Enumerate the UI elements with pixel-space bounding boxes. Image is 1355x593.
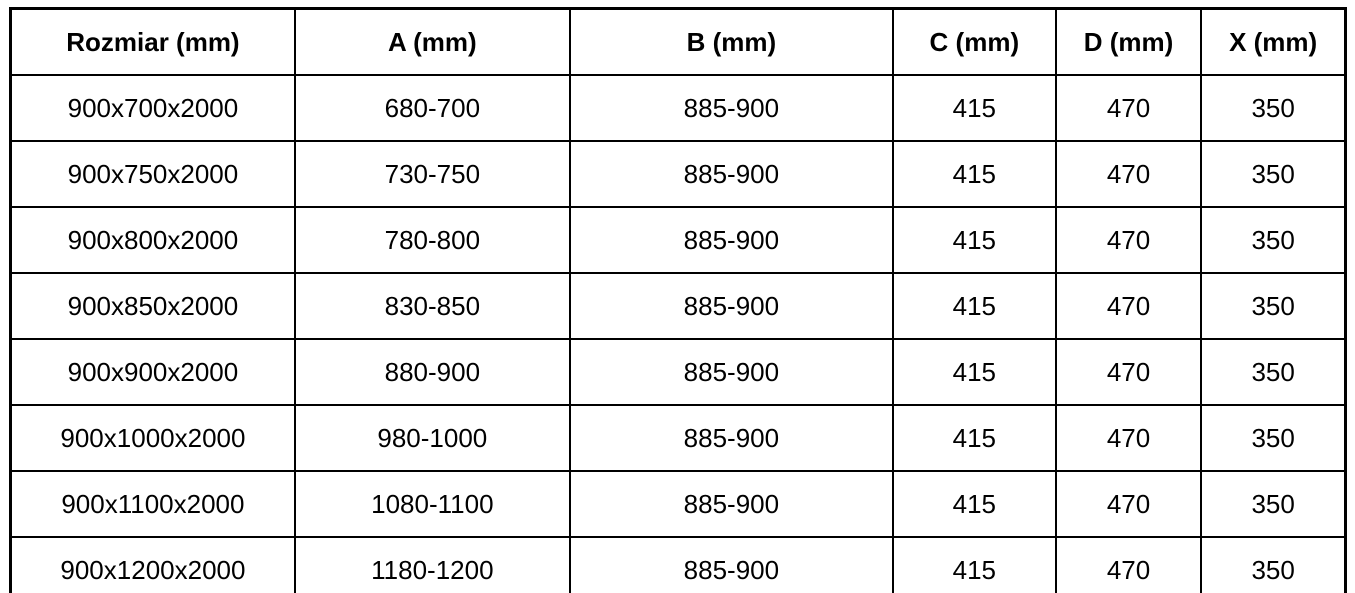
- header-cell: C (mm): [893, 9, 1056, 76]
- table-cell: 980-1000: [295, 405, 570, 471]
- table-row: [11, 471, 1346, 537]
- table-cell: 350: [1201, 75, 1345, 141]
- table-cell: 350: [1201, 339, 1345, 405]
- table-cell: 900x1100x2000: [11, 471, 295, 537]
- table-cell: 470: [1056, 207, 1202, 273]
- table-cell: 880-900: [295, 339, 570, 405]
- table-cell: 900x700x2000: [11, 75, 295, 141]
- table-cell: 885-900: [570, 537, 893, 593]
- header-cell: B (mm): [570, 9, 893, 76]
- table-cell: 470: [1056, 75, 1202, 141]
- table-cell: 885-900: [570, 207, 893, 273]
- table-cell: 350: [1201, 141, 1345, 207]
- table-cell: 885-900: [570, 273, 893, 339]
- table-cell: 885-900: [570, 471, 893, 537]
- table-cell: 885-900: [570, 75, 893, 141]
- table-row: [11, 339, 1346, 405]
- table-cell: 415: [893, 141, 1056, 207]
- header-cell: X (mm): [1201, 9, 1345, 76]
- table-cell: 350: [1201, 471, 1345, 537]
- table-row: [11, 207, 1346, 273]
- table-cell: 1180-1200: [295, 537, 570, 593]
- table-cell: 900x900x2000: [11, 339, 295, 405]
- table-cell: 470: [1056, 405, 1202, 471]
- header-cell: Rozmiar (mm): [11, 9, 295, 76]
- table-cell: 900x1000x2000: [11, 405, 295, 471]
- table-row: [11, 537, 1346, 593]
- table-cell: 415: [893, 339, 1056, 405]
- table-cell: 470: [1056, 273, 1202, 339]
- table-cell: 470: [1056, 537, 1202, 593]
- table-cell: 885-900: [570, 405, 893, 471]
- size-spec-table: [9, 7, 1347, 593]
- table-row: [11, 141, 1346, 207]
- table-cell: 415: [893, 537, 1056, 593]
- table-cell: 415: [893, 75, 1056, 141]
- table-row: [11, 75, 1346, 141]
- table-cell: 885-900: [570, 141, 893, 207]
- table-cell: 470: [1056, 339, 1202, 405]
- table-cell: 470: [1056, 141, 1202, 207]
- header-cell: D (mm): [1056, 9, 1202, 76]
- table-row: [11, 273, 1346, 339]
- table-cell: 900x750x2000: [11, 141, 295, 207]
- table-cell: 415: [893, 471, 1056, 537]
- table-cell: 350: [1201, 405, 1345, 471]
- table-cell: 830-850: [295, 273, 570, 339]
- table-cell: 900x850x2000: [11, 273, 295, 339]
- table-cell: 680-700: [295, 75, 570, 141]
- table-cell: 780-800: [295, 207, 570, 273]
- table-cell: 350: [1201, 537, 1345, 593]
- table-cell: 415: [893, 273, 1056, 339]
- header-cell: A (mm): [295, 9, 570, 76]
- table-cell: 350: [1201, 207, 1345, 273]
- table-cell: 415: [893, 405, 1056, 471]
- table-cell: 900x800x2000: [11, 207, 295, 273]
- table-cell: 415: [893, 207, 1056, 273]
- table-cell: 350: [1201, 273, 1345, 339]
- table-cell: 1080-1100: [295, 471, 570, 537]
- table-cell: 470: [1056, 471, 1202, 537]
- table-cell: 885-900: [570, 339, 893, 405]
- table-header-row: [11, 9, 1346, 76]
- table-cell: 900x1200x2000: [11, 537, 295, 593]
- table-row: [11, 405, 1346, 471]
- table-cell: 730-750: [295, 141, 570, 207]
